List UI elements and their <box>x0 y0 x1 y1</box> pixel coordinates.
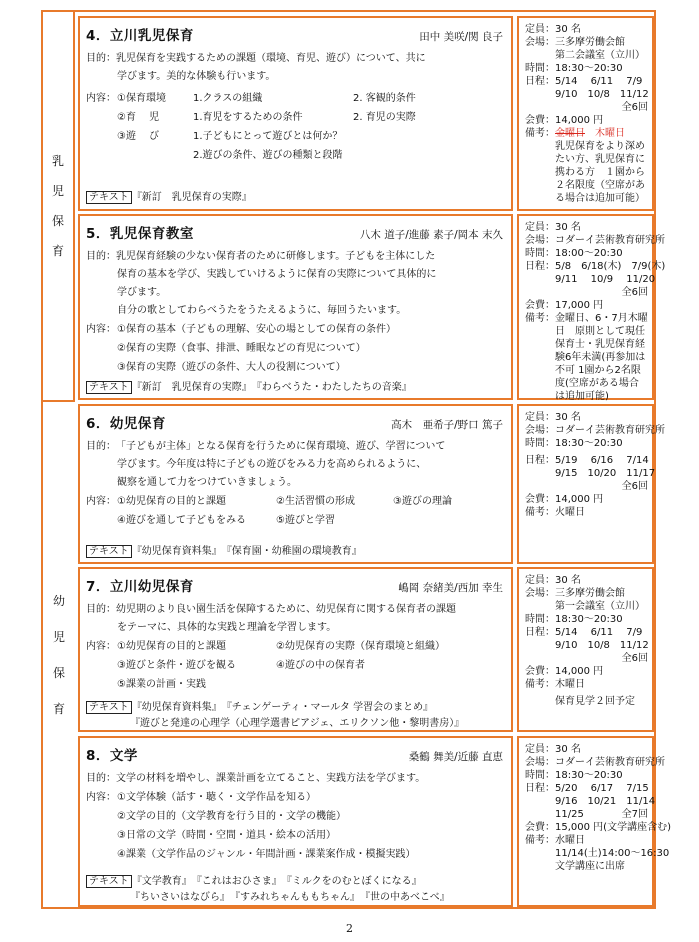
content-item: ④遊びを通して子どもをみる <box>117 515 246 526</box>
text-books: 『遊びと発達の心理学（心理学選書ピアジェ、エリクソン他・黎明書房）』 <box>130 718 465 729</box>
venue: 会場：コダーイ芸術教育研究所 <box>525 757 665 768</box>
content-item: 2. 育児の実際 <box>353 112 416 123</box>
note: 備考：水曜日 <box>525 835 585 846</box>
content-item: ⑤遊びと学習 <box>276 515 335 526</box>
time: 時間：18:30～20:30 <box>525 63 623 74</box>
section-char: 乳 <box>51 154 64 168</box>
fee: 会費：14,000 円 <box>525 115 604 126</box>
text-books: 『新訂 乳児保育の実際』 <box>131 192 252 203</box>
purpose-text: 学びます。今年度は特に子どもの遊びをみる力を高められるように、 <box>117 459 427 470</box>
note: 備考：火曜日 <box>525 507 585 518</box>
content-item: ③日常の文学（時間・空間・道具・絵本の活用） <box>117 830 336 841</box>
content-item: ②生活習慣の形成 <box>276 496 355 507</box>
course-7 <box>78 567 513 732</box>
section-label-early <box>43 402 75 907</box>
content-label: 内容： <box>86 496 116 507</box>
content-item: ①幼児保育の目的と課題 <box>117 641 226 652</box>
venue: 第一会議室（立川） <box>555 601 645 612</box>
session-count: 全6回 <box>621 481 648 492</box>
section-char: 幼 <box>52 593 65 608</box>
content-label: 内容： <box>86 93 116 104</box>
course-8-info <box>517 736 671 907</box>
schedule: 9/11 10/9 11/20 <box>555 274 656 285</box>
content-item: ①保育の基本（子どもの理解、安心の場としての保育の条件） <box>117 324 396 335</box>
content-item: ①幼児保育の目的と課題 <box>117 496 226 507</box>
note: 乳児保育をより深めたい方、乳児保育に携わる方 １園から２名限度（空席がある場合は追加可能） <box>555 141 645 204</box>
content-item: 2. 客観的条件 <box>353 93 416 104</box>
course-6 <box>78 404 513 564</box>
capacity: 定員：30 名 <box>525 412 581 423</box>
venue: 会場：コダーイ芸術教育研究所 <box>525 425 665 436</box>
schedule: 日程：5/8 6/18(木) 7/9(木) <box>525 261 666 272</box>
content-item: 1.子どもにとって遊びとは何か？ <box>193 131 343 142</box>
content-item: 1.育児をするための条件 <box>193 112 303 123</box>
text-label: テキスト <box>86 701 132 714</box>
text-books: 『ちいさいはなびら』 『すみれちゃんももちゃん』 『世の中あべこべ』 <box>130 892 450 903</box>
course-7-info <box>517 567 654 732</box>
course-5 <box>78 214 513 400</box>
purpose-text: をテーマに、具体的な実践と理論を学習します。 <box>117 622 337 633</box>
venue: 第二会議室（立川） <box>555 50 645 61</box>
text-label: テキスト <box>86 381 132 394</box>
schedule: 日程：5/14 6/11 7/9 <box>525 76 643 87</box>
content-item: ③遊 び <box>117 131 160 142</box>
course-8 <box>78 736 513 907</box>
schedule: 9/10 10/8 11/12 <box>555 89 649 100</box>
session-count: 全6回 <box>621 102 648 113</box>
section-char: 保 <box>51 214 64 228</box>
content-item: ②育 児 <box>117 112 160 123</box>
content-item: ④遊びの中の保育者 <box>276 660 365 671</box>
purpose-text: 幼児期のより良い園生活を保障するために、幼児保育に関する保育者の課題 <box>116 604 456 615</box>
note-struck: 金曜日 <box>555 128 585 139</box>
schedule: 日程：5/19 6/16 7/14 <box>525 455 649 466</box>
course-title: 7．立川幼児保育 <box>86 579 194 595</box>
text-books: 『幼児保育資料集』 『チェンゲーティ・マールタ 学習会のまとめ』 <box>131 702 434 713</box>
course-teachers: 嶋岡 奈緒美/西加 幸生 <box>398 582 503 594</box>
schedule: 9/10 10/8 11/12 <box>555 640 649 651</box>
purpose-label: 目的： <box>86 441 116 452</box>
schedule: 9/15 10/20 11/17 <box>555 468 656 479</box>
section-char: 育 <box>52 701 65 716</box>
purpose-text: 乳児保育を実践するための課題（環境、育児、遊び）について、共に <box>116 53 426 64</box>
content-item: ②保育の実際（食事、排泄、睡眠などの育児について） <box>117 343 366 354</box>
course-teachers: 高木 亜希子/野口 篤子 <box>391 419 503 431</box>
purpose-text: 学びます。美的な体験も行います。 <box>117 71 276 82</box>
course-4 <box>78 16 513 211</box>
capacity: 定員：30 名 <box>525 24 581 35</box>
venue: 会場：三多摩労働会館 <box>525 37 625 48</box>
time: 時間：18:00～20:30 <box>525 248 623 259</box>
course-title: 8．文学 <box>86 748 138 764</box>
purpose-label: 目的： <box>86 53 116 64</box>
content-item: ⑤課業の計画・実践 <box>117 679 206 690</box>
section-char: 保 <box>52 665 65 680</box>
section-char: 児 <box>51 184 64 198</box>
session-count: 全6回 <box>621 287 648 298</box>
text-books: 『文学教育』 『これはおひさま』 『ミルクをのむとぼくになる』 <box>131 876 422 887</box>
text-label: テキスト <box>86 545 132 558</box>
purpose-label: 目的： <box>86 773 116 784</box>
content-item: ③遊びの理論 <box>393 496 452 507</box>
purpose-label: 目的： <box>86 251 116 262</box>
note: 11/14(土)14:00～16:30 <box>555 848 670 859</box>
text-books: 『新訂 乳児保育の実際』 『わらべうた・わたしたちの音楽』 <box>131 382 412 393</box>
schedule: 日程：5/14 6/11 7/9 <box>525 627 643 638</box>
note-new: 木曜日 <box>595 128 625 139</box>
schedule: 11/25 <box>555 809 584 820</box>
note-label: 備考： <box>525 128 555 139</box>
time: 時間：18:30～20:30 <box>525 438 623 449</box>
session-count: 全7回 <box>621 809 648 820</box>
content-item: ②文学の目的（文学教育を行う目的・文学の機能） <box>117 811 346 822</box>
course-teachers: 田中 美咲/関 良子 <box>419 31 503 43</box>
note: 金曜日、6・7月木曜日 原則として現任保育士・乳児保育経験6年未満(再参加は不可 1園から2名限度(空席がある場合は追加可能) <box>555 313 648 402</box>
course-title: 5．乳児保育教室 <box>86 226 194 242</box>
content-item: ②幼児保育の実際（保育環境と組織） <box>276 641 445 652</box>
text-books: 『幼児保育資料集』 『保育園・幼稚園の環境教育』 <box>131 546 362 557</box>
content-item: 2.遊びの条件、遊びの種類と段階 <box>193 150 343 161</box>
text-label: テキスト <box>86 191 132 204</box>
note: 備考：木曜日 <box>525 679 585 690</box>
course-6-info <box>517 404 665 564</box>
content-item: ④課業（文学作品のジャンル・年間計画・課業案作成・模擬実践） <box>117 849 416 860</box>
section-char: 児 <box>52 629 65 644</box>
purpose-text: 観察を通して力をつけていきましょう。 <box>117 477 297 488</box>
capacity: 定員：30 名 <box>525 744 581 755</box>
purpose-text: 乳児保育経験の少ない保育者のために研修します。子どもを主体にした <box>116 251 436 262</box>
capacity: 定員：30 名 <box>525 222 581 233</box>
purpose-text: 文学の材料を増やし、課業計画を立てること、実践方法を学びます。 <box>116 773 426 784</box>
purpose-text: 学びます。 <box>117 287 167 298</box>
time: 時間：18:30～20:30 <box>525 614 623 625</box>
course-teachers: 桑鶴 舞美/近藤 直恵 <box>408 751 503 763</box>
purpose-text: 「子どもが主体」となる保育を行うために保育環境、遊び、学習について <box>116 441 446 452</box>
course-teachers: 八木 道子/進藤 素子/岡本 末久 <box>359 229 503 241</box>
fee: 会費：17,000 円 <box>525 300 604 311</box>
fee: 会費：15,000 円(文学講座含む) <box>525 822 671 833</box>
course-5-info <box>517 214 666 402</box>
purpose-text: 自分の歌としてわらべうたをうたえるように、毎回うたいます。 <box>117 305 407 316</box>
course-title: 4．立川乳児保育 <box>86 28 194 44</box>
content-label: 内容： <box>86 324 116 335</box>
note: 保育見学２回予定 <box>555 696 635 707</box>
page-frame <box>41 10 671 909</box>
content-item: ①文学体験（話す・聴く・文学作品を知る） <box>117 792 316 803</box>
content-item: ③遊びと条件・遊びを観る <box>117 660 236 671</box>
section-label-infant <box>43 12 75 400</box>
session-count: 全6回 <box>621 653 648 664</box>
time: 時間：18:30～20:30 <box>525 770 623 781</box>
content-item: 1.クラスの組織 <box>193 93 263 104</box>
venue: 会場：コダーイ芸術教育研究所 <box>525 235 665 246</box>
content-label: 内容： <box>86 792 116 803</box>
note: 文学講座に出席 <box>555 861 625 872</box>
content-item: ③保育の実際（遊びの条件、大人の役割について） <box>117 362 346 373</box>
venue: 会場：三多摩労働会館 <box>525 588 625 599</box>
capacity: 定員：30 名 <box>525 575 581 586</box>
course-4-info <box>517 16 654 211</box>
fee: 会費：14,000 円 <box>525 494 604 505</box>
schedule: 9/16 10/21 11/14 <box>555 796 656 807</box>
text-label: テキスト <box>86 875 132 888</box>
purpose-label: 目的： <box>86 604 116 615</box>
purpose-text: 保育の基本を学び、実践していけるように保育の実際について具体的に <box>117 269 437 280</box>
fee: 会費：14,000 円 <box>525 666 604 677</box>
section-char: 育 <box>51 244 64 258</box>
note-label: 備考： <box>525 313 555 324</box>
schedule: 日程：5/20 6/17 7/15 <box>525 783 649 794</box>
page-number: 2 <box>346 922 353 935</box>
content-item: ①保育環境 <box>117 93 166 104</box>
content-label: 内容： <box>86 641 116 652</box>
course-title: 6．幼児保育 <box>86 416 166 432</box>
